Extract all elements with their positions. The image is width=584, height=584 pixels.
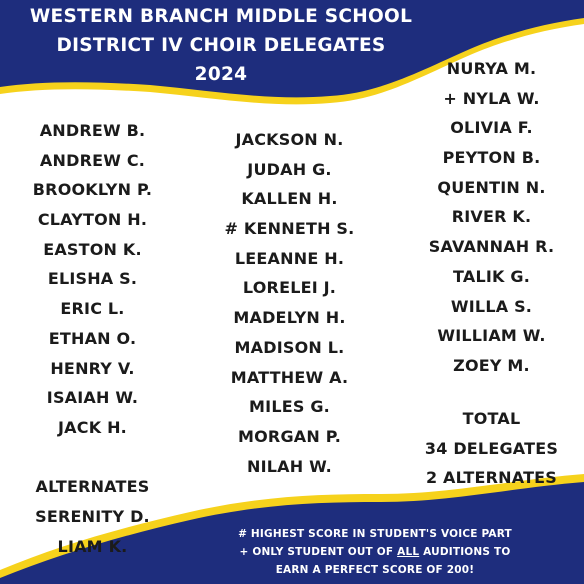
name-item: JACK H. [58, 417, 127, 437]
alternate-name: LIAM K. [57, 536, 128, 556]
name-item: ELISHA S. [47, 269, 138, 289]
total-alternates: 2 ALTERNATES [425, 468, 558, 488]
name-item: MATTHEW A. [230, 367, 349, 387]
name-item: CLAYTON H. [37, 210, 148, 230]
alternate-name: SERENITY D. [35, 506, 150, 526]
name-item: BROOKLYN P. [32, 180, 153, 200]
name-item: NILAH W. [247, 456, 332, 476]
footnote-plus-continued: EARN A PERFECT SCORE OF 200! [275, 564, 475, 576]
total-delegates: 34 DELEGATES [424, 438, 559, 458]
name-item: PEYTON B. [442, 148, 541, 168]
name-item: WILLIAM W. [437, 326, 546, 346]
names-column-middle [212, 125, 367, 481]
name-item: # KENNETH S. [224, 219, 355, 239]
name-item: + NYLA W. [443, 88, 540, 108]
name-item: ANDREW B. [39, 121, 146, 140]
title-school: WESTERN BRANCH MIDDLE SCHOOL [29, 6, 413, 27]
footnote-plus: + ONLY STUDENT OUT OF ALL AUDITIONS TO [239, 546, 511, 558]
name-item: MADELYN H. [233, 308, 346, 328]
title-event: DISTRICT IV CHOIR DELEGATES [56, 35, 386, 56]
name-item: WILLA S. [450, 296, 533, 316]
name-item: HENRY V. [50, 358, 135, 378]
name-item: JACKSON N. [235, 130, 344, 149]
names-column-right [413, 54, 570, 381]
name-item: LEEANNE H. [234, 248, 345, 268]
name-item: JUDAH G. [247, 159, 332, 179]
footnote-hash: # HIGHEST SCORE IN STUDENT'S VOICE PART [238, 528, 512, 540]
spacer [15, 443, 170, 473]
total-block [413, 404, 570, 493]
name-item: ISAIAH W. [46, 388, 139, 408]
name-item: MORGAN P. [238, 426, 341, 446]
name-item: KALLEN H. [241, 189, 338, 209]
name-item: ANDREW C. [39, 150, 146, 170]
name-item: EASTON K. [43, 239, 142, 259]
total-label: TOTAL [462, 409, 521, 428]
name-item: ZOEY M. [453, 355, 530, 375]
name-item: SAVANNAH R. [428, 237, 555, 257]
name-item: QUENTIN N. [437, 177, 546, 197]
name-item: NURYA M. [446, 59, 537, 78]
footnote-emphasis: ALL [397, 546, 420, 558]
alternates-heading: ALTERNATES [35, 477, 150, 497]
names-column-left [15, 116, 170, 561]
footnotes [200, 525, 550, 579]
name-item: MADISON L. [234, 337, 345, 357]
name-item: ERIC L. [60, 299, 125, 319]
name-item: OLIVIA F. [450, 118, 533, 138]
name-item: TALIK G. [453, 266, 530, 286]
name-item: MILES G. [249, 397, 330, 417]
name-item: LORELEI J. [242, 278, 337, 298]
name-item: ETHAN O. [48, 328, 137, 348]
title-year: 2024 [194, 64, 248, 85]
name-item: RIVER K. [451, 207, 532, 227]
